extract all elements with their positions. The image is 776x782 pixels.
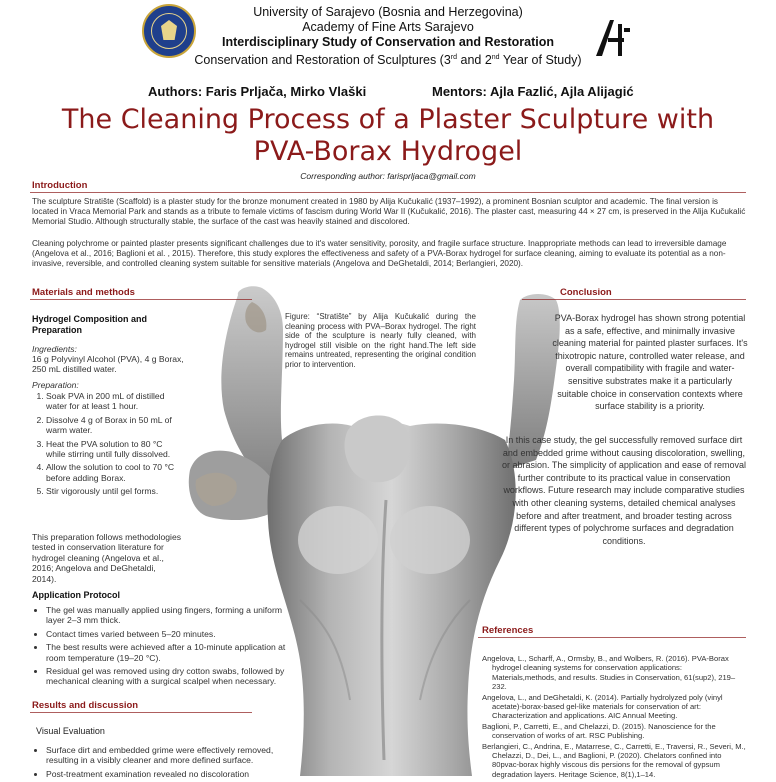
preparation-label: Preparation: — [32, 380, 79, 390]
introduction-paragraph-1: The sculpture Stratište (Scaffold) is a plaster study for the bronze monument created in 1980 by Alija Kučukalić (1937–1992), a prominent Bosnian sculptor and academic. The final version is located in Vraca Memorial Park and stands as a tribute to female victims of fascism during World War II (Kučukalić, 2016). The plaster cast, measuring 44 × 27 cm, is preserved in the Alija Kučukalić Memorial Studio. Although structurally stable, the surface of the cast was heavily stained and discolored. — [32, 197, 746, 226]
ingredients-text: 16 g Polyvinyl Alcohol (PVA), 4 g Borax, 250 mL distilled water. — [32, 354, 184, 375]
introduction-divider — [30, 192, 746, 193]
reference-item: Baglioni, P., Carretti, E., and Chelazzi, D. (2015). Nanoscience for the conservation of works of art. RSC Publishing. — [482, 721, 716, 741]
program-name: Conservation and Restoration of Sculptures (3rd and 2nd Year of Study) — [194, 53, 582, 68]
methods-heading: Materials and methods — [32, 287, 135, 298]
preparation-step: 2. Dissolve 4 g of Borax in 50 mL of warm water. — [46, 415, 176, 436]
conclusion-paragraph-2: In this case study, the gel successfully removed surface dirt and embedded grime without causing discoloration, swelling, or abrasion. The simplicity of application and ease of removal further contribute to its practical value in conservation workflows. Future research may include comparative studies with other cleaning systems, detailed chemical analyses before and after treatment, and broader testing across different types of polychrome surfaces and degradation conditions. — [502, 435, 746, 546]
protocol-item: • Residual gel was removed using dry cotton swabs, followed by mechanical cleaning with a surgical scalpel when necessary. — [46, 666, 292, 687]
conclusion-heading: Conclusion — [560, 287, 612, 298]
introduction-paragraph-2: Cleaning polychrome or painted plaster presents significant challenges due to it's water sensitivity, porosity, and fragile surface structure. Inappropriate methods can lead to irreversible damage (Angelova et al., 2016; Baglioni et al. , 2015). Therefore, this study explores the effectiveness and safety of a PVA-Borax hydrogel for surface cleaning, aiming to evaluate its potential as a non-invasive, reversible, and controlled cleaning system suitable for sensitive materials (Angelova and DeGhetaldi, 2014; Berlangieri, 2020). — [32, 239, 727, 268]
academy-name: Academy of Fine Arts Sarajevo — [302, 20, 474, 34]
preparation-step: 5. Stir vigorously until gel forms. — [46, 486, 176, 496]
corresponding-author: Corresponding author: farisprljaca@gmail.com — [300, 171, 476, 181]
university-name: University of Sarajevo (Bosnia and Herzegovina) — [253, 5, 523, 19]
methods-subheading: Hydrogel Composition and Preparation — [32, 314, 148, 335]
results-list — [32, 745, 292, 782]
preparation-steps — [32, 391, 176, 500]
conclusion-paragraph-1: PVA-Borax hydrogel has shown strong potential as a safe, effective, and minimally invasive cleaning material for painted plaster surfaces. It's thixotropic nature, controlled water release, and overall compatibility with fragile and water-sensitive substrates make it a particularly suitable choice in conservation contexts where surface stability is a priority. — [552, 313, 748, 412]
reference-item: Berlangieri, C., Andrina, E., Matarrese, C., Carretti, E., Traversi, R., Severi, M., Chelazzi, D., Dei, L., and Baglioni, P. (2020). Chelators confined into 80pvac-borax highly viscous dis persions for the removal of gypsum degradation layers. Heritage Science, 8(1),1–14. — [482, 741, 746, 779]
mentors: Mentors: Ajla Fazlić, Ajla Alijagić — [432, 84, 634, 99]
study-name: Interdisciplinary Study of Conservation and Restoration — [222, 35, 554, 49]
preparation-note: This preparation follows methodologies tested in conservation literature for hydrogel cleaning (Angelova et al., 2016; Angelova and DeGhetaldi, 2014). — [32, 532, 182, 584]
protocol-item: • Contact times varied between 5–20 minutes. — [46, 629, 292, 639]
references-list — [482, 654, 748, 780]
methods-divider — [30, 299, 252, 300]
protocol-heading: Application Protocol — [32, 590, 121, 600]
results-heading: Results and discussion — [32, 700, 139, 711]
reference-item: Angelova, L., Scharff, A., Ormsby, B., and Wolbers, R. (2016). PVA-Borax hydrogel cleaning systems for conservation applications: Materials,methods, and results. Studies in Conservation, 61(sup2), 219–232. — [482, 654, 736, 692]
preparation-step: 4. Allow the solution to cool to 70 °C before adding Borax. — [46, 462, 176, 483]
preparation-step: 1. Soak PVA in 200 mL of distilled water for at least 1 hour. — [46, 391, 176, 412]
introduction-heading: Introduction — [32, 180, 88, 191]
preparation-step: 3. Heat the PVA solution to 80 °C while stirring until fully dissolved. — [46, 439, 176, 460]
authors: Authors: Faris Prljača, Mirko Vlaški — [148, 84, 367, 99]
references-divider — [478, 637, 746, 638]
protocol-item: • The gel was manually applied using fingers, forming a uniform layer 2–3 mm thick. — [46, 605, 292, 626]
results-item: • Post-treatment examination revealed no discoloration — [46, 769, 292, 779]
conclusion-divider — [522, 299, 746, 300]
ingredients-label: Ingredients: — [32, 344, 77, 354]
results-divider — [30, 712, 252, 713]
results-item: • Surface dirt and embedded grime were effectively removed, resulting in a visibly cleaner and more defined surface. — [46, 745, 292, 766]
protocol-item: • The best results were achieved after a 10-minute application at room temperature (19–20 °C). — [46, 642, 292, 663]
protocol-list — [32, 605, 292, 690]
references-heading: References — [482, 625, 534, 636]
figure-caption: Figure: “Stratište” by Alija Kučukalić during the cleaning process with PVA–Borax hydrogel. The right side of the sculpture is nearly fully cleaned, with hydrogel still visible on the right hand.The left side remains untreated, representing the original condition prior to intervention. — [285, 312, 476, 369]
poster-title: The Cleaning Process of a Plaster Sculpture with PVA-Borax Hydrogel — [61, 104, 715, 167]
reference-item: Angelova, L., and DeGhetaldi, K. (2014). Partially hydrolyzed poly (vinyl acetate)-borax-based gel-like materials for conservation of art: Characterization and applications. AIC Annual Meeting. — [482, 692, 723, 721]
results-subheading: Visual Evaluation — [36, 726, 105, 736]
